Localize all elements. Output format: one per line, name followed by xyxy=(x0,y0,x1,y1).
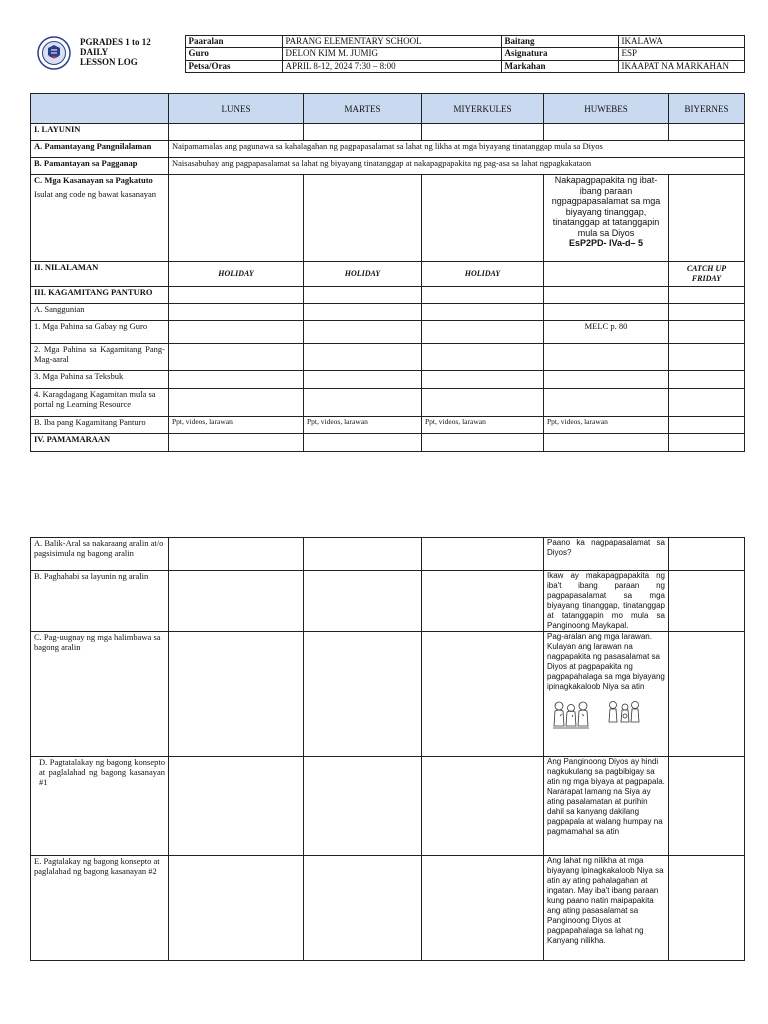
gabay-huwebes: MELC p. 80 xyxy=(544,321,669,344)
school-block xyxy=(77,36,185,73)
nilalaman-biyernes: CATCH UP FRIDAY xyxy=(669,262,745,287)
label-pamantayan-pagganap: B. Pamantayan sa Pagganap xyxy=(31,158,169,175)
procedure-huwebes: Paano ka nagpapasalamat sa Diyos? xyxy=(544,538,669,571)
value-markahan: IKAAPAT NA MARKAHAN xyxy=(618,60,744,72)
label-karagdagang: 4. Karagdagang Kagamitan mula sa portal ng Learning Resource xyxy=(31,389,169,417)
lesson-log-table xyxy=(30,93,745,452)
label-iba-pang: B. Iba pang Kagamitang Panturo xyxy=(31,417,169,434)
procedure-huwebes: Ang lahat ng nilikha at mga biyayang ipinagkakaloob Niya sa atin ay ating pahalagahan at ingatan. May iba't ibang paraan kung paano natin maipapakita ang ating pasasalamat sa Panginoong Diyos at pagpapahalaga sa lahat ng Kanyang nilikha. xyxy=(544,856,669,961)
iba-pang-lunes: Ppt, videos, larawan xyxy=(169,417,304,434)
day-martes: MARTES xyxy=(304,94,422,124)
section-layunin: I. LAYUNIN xyxy=(31,124,169,141)
procedure-table xyxy=(30,537,745,961)
row-kasanayan xyxy=(31,175,745,262)
procedure-label: A. Balik-Aral sa nakaraang aralin at/o pagsisimula ng bagong aralin xyxy=(31,538,169,571)
row-karagdagang xyxy=(31,389,745,417)
section-pamamaraan: IV. PAMAMARAAN xyxy=(31,434,169,452)
row-nilalaman xyxy=(31,262,745,287)
school-block-line3: LESSON LOG xyxy=(80,56,138,67)
day-miyerkules: MIYERKULES xyxy=(422,94,544,124)
label-asignatura: Asignatura xyxy=(501,48,618,60)
row-pamamaraan xyxy=(31,434,745,452)
iba-pang-huwebes: Ppt, videos, larawan xyxy=(544,417,669,434)
deped-seal-logo xyxy=(30,36,77,73)
family-illustrations xyxy=(547,698,665,730)
label-kasanayan-cell xyxy=(31,175,169,262)
label-kasanayan: C. Mga Kasanayan sa Pagkatuto xyxy=(34,175,153,185)
procedure-row xyxy=(31,571,745,632)
label-kagamitang-mag-aaral: 2. Mga Pahina sa Kagamitang Pang- Mag-aaral xyxy=(31,344,169,371)
kasanayan-code: EsP2PD- IVa-d– 5 xyxy=(568,238,644,248)
label-guro: Guro xyxy=(185,48,282,60)
procedure-row xyxy=(31,757,745,856)
procedure-label: E. Pagtalakay ng bagong konsepto at paglalahad ng bagong kasanayan #2 xyxy=(31,856,169,961)
seal-icon xyxy=(37,36,71,70)
procedure-label: D. Pagtatalakay ng bagong konsepto at paglalahad ng bagong kasanayan #1 xyxy=(31,757,169,856)
row-pamantayan-pagganap xyxy=(31,158,745,175)
iba-pang-martes: Ppt, videos, larawan xyxy=(304,417,422,434)
value-pamantayan-pagganap: Naisasabuhay ang pagpapasalamat sa lahat ng biyayang tinatanggap at nakapagpapakita ng pag-asa sa lahat ngpagkakataon xyxy=(169,158,745,175)
row-kagamitang-mag-aaral xyxy=(31,344,745,371)
label-baitang: Baitang xyxy=(501,36,618,48)
procedure-row xyxy=(31,632,745,757)
school-block-line2: DAILY xyxy=(80,46,109,57)
praying-family-image xyxy=(551,698,591,730)
day-biyernes: BIYERNES xyxy=(669,94,745,124)
sharing-family-image xyxy=(605,698,641,728)
value-petsa: APRIL 8-12, 2024 7:30 – 8:00 xyxy=(282,60,501,72)
header-table xyxy=(30,35,745,73)
value-asignatura: ESP xyxy=(618,48,744,60)
procedure-huwebes-cell xyxy=(544,632,669,757)
section-kagamitan: III. KAGAMITANG PANTURO xyxy=(31,287,169,304)
procedure-row xyxy=(31,538,745,571)
row-sanggunian xyxy=(31,304,745,321)
procedure-label: B. Paghahabi sa layunin ng aralin xyxy=(31,571,169,632)
row-kagamitan xyxy=(31,287,745,304)
label-paaralan: Paaralan xyxy=(185,36,282,48)
iba-pang-miyerkules: Ppt, videos, larawan xyxy=(422,417,544,434)
label-teksbuk: 3. Mga Pahina sa Teksbuk xyxy=(31,371,169,389)
nilalaman-miyerkules: HOLIDAY xyxy=(422,262,544,287)
kasanayan-huwebes-cell xyxy=(544,175,669,262)
label-markahan: Markahan xyxy=(501,60,618,72)
row-teksbuk xyxy=(31,371,745,389)
label-petsa: Petsa/Oras xyxy=(185,60,282,72)
row-iba-pang xyxy=(31,417,745,434)
day-lunes: LUNES xyxy=(169,94,304,124)
value-pamantayang-pangnilalaman: Naipamamalas ang pagunawa sa kahalagahan ng pagpapasalamat sa lahat ng likha at mga biyayang tinatanggap mula sa Diyos xyxy=(169,141,745,158)
label-sanggunian: A. Sanggunian xyxy=(31,304,169,321)
label-gabay: 1. Mga Pahina sa Gabay ng Guro xyxy=(31,321,169,344)
value-baitang: IKALAWA xyxy=(618,36,744,48)
kasanayan-huwebes: Nakapagpapakita ng ibat-ibang paraan ngpagpapasalamat sa mga biyayang tinanggap, tinatanggap at tatanggapin mula sa Diyos xyxy=(551,175,661,238)
day-header-row xyxy=(31,94,745,124)
procedure-huwebes: Ang Panginoong Diyos ay hindi nagkukulang sa pagbibigay sa atin ng mga biyaya at pagpapala. Nararapat lamang na Siya ay ating pasalamatan at purihin dahil sa kanyang dakilang pagpapala at walang humpay na pagmamahal sa atin xyxy=(544,757,669,856)
value-paaralan: PARANG ELEMENTARY SCHOOL xyxy=(282,36,501,48)
school-block-line1: PGRADES 1 to 12 xyxy=(80,36,151,47)
procedure-row xyxy=(31,856,745,961)
nilalaman-martes: HOLIDAY xyxy=(304,262,422,287)
row-gabay xyxy=(31,321,745,344)
day-huwebes: HUWEBES xyxy=(544,94,669,124)
procedure-huwebes: Ikaw ay makapagpapakita ng iba't ibang paraan ng pagpapasalamat sa mga biyayang tinanggap, tinatanggap at tatanggapin mo mula sa Panginoong Maykapal. xyxy=(544,571,669,632)
label-nilalaman: II. NILALAMAN xyxy=(31,262,169,287)
procedure-huwebes: Pag-aralan ang mga larawan. Kulayan ang larawan na nagpapakita ng pasasalamat sa Diyos at pagpapakita ng pagpapahalaga sa mga biyayang ipinagkakaloob Niya sa atin xyxy=(547,632,665,691)
corner-cell xyxy=(31,94,169,124)
value-guro: DELON KIM M. JUMIG xyxy=(282,48,501,60)
label-pamantayang-pangnilalaman: A. Pamantayang Pangnilalaman xyxy=(31,141,169,158)
nilalaman-lunes: HOLIDAY xyxy=(169,262,304,287)
procedure-label: C. Pag-uugnay ng mga halimbawa sa bagong aralin xyxy=(31,632,169,757)
kasanayan-sub: Isulat ang code ng bawat kasanayan xyxy=(34,189,157,199)
row-pamantayang-pangnilalaman xyxy=(31,141,745,158)
row-layunin xyxy=(31,124,745,141)
